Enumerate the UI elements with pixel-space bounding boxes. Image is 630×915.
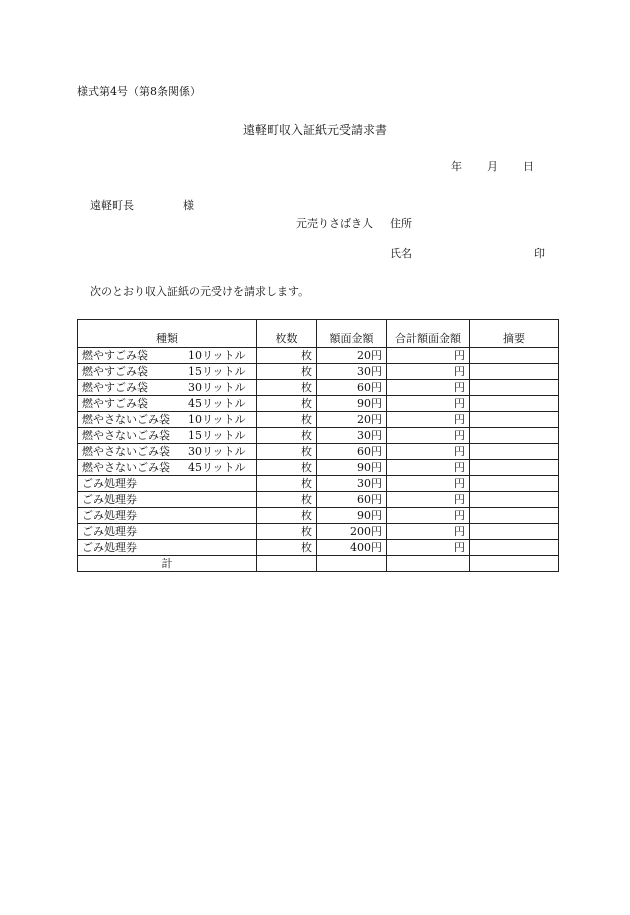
table-total-row: [78, 556, 559, 572]
memo-cell[interactable]: [470, 540, 559, 556]
kind-cell: [78, 540, 257, 556]
item-size: 10リットル: [188, 413, 246, 426]
total-face-value-cell[interactable]: 円: [387, 476, 470, 492]
count-cell[interactable]: 枚: [257, 428, 317, 444]
document-title: 遠軽町収入証紙元受請求書: [242, 123, 387, 137]
item-name: ごみ処理券: [82, 477, 137, 490]
item-name: 燃やすごみ袋: [82, 381, 148, 394]
face-value-cell: 30円: [317, 428, 387, 444]
face-value-cell: 90円: [317, 460, 387, 476]
count-cell[interactable]: 枚: [257, 540, 317, 556]
table-row: [78, 396, 559, 412]
table-row: [78, 524, 559, 540]
face-value-cell: 60円: [317, 380, 387, 396]
count-cell[interactable]: 枚: [257, 364, 317, 380]
memo-cell[interactable]: [470, 348, 559, 364]
count-cell[interactable]: 枚: [257, 476, 317, 492]
item-name: 燃やさないごみ袋: [82, 429, 170, 442]
count-cell[interactable]: 枚: [257, 492, 317, 508]
item-name: ごみ処理券: [82, 493, 137, 506]
memo-cell[interactable]: [470, 508, 559, 524]
table-row: [78, 460, 559, 476]
memo-cell[interactable]: [470, 476, 559, 492]
kind-cell: [78, 380, 257, 396]
form-number: 様式第4号（第8条関係）: [77, 85, 201, 98]
count-cell[interactable]: 枚: [257, 460, 317, 476]
total-face-value-cell[interactable]: 円: [387, 460, 470, 476]
memo-cell[interactable]: [470, 444, 559, 460]
kind-cell: [78, 444, 257, 460]
face-value-cell: 90円: [317, 396, 387, 412]
date-day-label: 日: [523, 160, 534, 173]
kind-cell: [78, 460, 257, 476]
memo-cell[interactable]: [470, 412, 559, 428]
item-size: 45リットル: [188, 461, 246, 474]
header-kind: 種類: [78, 320, 257, 348]
name-label: 氏名: [390, 247, 412, 260]
item-name: 燃やすごみ袋: [82, 365, 148, 378]
item-name: ごみ処理券: [82, 509, 137, 522]
face-value-cell: 30円: [317, 364, 387, 380]
seller-label: 元売りさばき人: [296, 217, 373, 230]
kind-cell: [78, 348, 257, 364]
count-cell[interactable]: 枚: [257, 348, 317, 364]
total-face-value-cell[interactable]: 円: [387, 380, 470, 396]
item-name: 燃やさないごみ袋: [82, 461, 170, 474]
item-name: ごみ処理券: [82, 525, 137, 538]
kind-cell: [78, 524, 257, 540]
count-cell[interactable]: 枚: [257, 396, 317, 412]
table-row: [78, 444, 559, 460]
count-cell[interactable]: 枚: [257, 508, 317, 524]
item-name: ごみ処理券: [82, 541, 137, 554]
table-row: [78, 492, 559, 508]
request-statement: 次のとおり収入証紙の元受けを請求します。: [90, 285, 310, 298]
total-face-value-cell[interactable]: 円: [387, 508, 470, 524]
total-face-value-cell[interactable]: 円: [387, 428, 470, 444]
table-row: [78, 508, 559, 524]
face-value-cell: 20円: [317, 412, 387, 428]
table-row: [78, 540, 559, 556]
total-sum-cell[interactable]: [387, 556, 470, 572]
kind-cell: [78, 412, 257, 428]
memo-cell[interactable]: [470, 380, 559, 396]
table-body: [78, 348, 559, 556]
total-count-cell[interactable]: [257, 556, 317, 572]
count-cell[interactable]: 枚: [257, 444, 317, 460]
date-month-label: 月: [487, 160, 498, 173]
kind-cell: [78, 428, 257, 444]
item-size: 30リットル: [188, 445, 246, 458]
item-name: 燃やさないごみ袋: [82, 445, 170, 458]
memo-cell[interactable]: [470, 364, 559, 380]
memo-cell[interactable]: [470, 492, 559, 508]
total-face-value-cell[interactable]: 円: [387, 412, 470, 428]
total-label: 計: [78, 556, 257, 572]
table-row: [78, 428, 559, 444]
seal-label: 印: [534, 247, 545, 260]
face-value-cell: 20円: [317, 348, 387, 364]
header-face-value: 額面金額: [317, 320, 387, 348]
item-name: 燃やすごみ袋: [82, 349, 148, 362]
item-size: 45リットル: [188, 397, 246, 410]
memo-cell[interactable]: [470, 460, 559, 476]
table-row: [78, 348, 559, 364]
item-size: 30リットル: [188, 381, 246, 394]
kind-cell: [78, 396, 257, 412]
total-face-value-cell[interactable]: 円: [387, 444, 470, 460]
recipient-name: 遠軽町長: [90, 199, 134, 212]
total-face-value-cell[interactable]: 円: [387, 364, 470, 380]
total-face-value-cell[interactable]: 円: [387, 540, 470, 556]
count-cell[interactable]: 枚: [257, 412, 317, 428]
request-table: [77, 319, 559, 572]
memo-cell[interactable]: [470, 428, 559, 444]
kind-cell: [78, 364, 257, 380]
count-cell[interactable]: 枚: [257, 524, 317, 540]
total-memo-cell[interactable]: [470, 556, 559, 572]
recipient-honorific: 様: [183, 199, 194, 212]
table-row: [78, 380, 559, 396]
count-cell[interactable]: 枚: [257, 380, 317, 396]
table-row: [78, 412, 559, 428]
memo-cell[interactable]: [470, 524, 559, 540]
face-value-cell: 200円: [317, 524, 387, 540]
address-label: 住所: [390, 217, 412, 230]
face-value-cell: 60円: [317, 492, 387, 508]
item-size: 15リットル: [188, 429, 246, 442]
date-year-label: 年: [451, 160, 462, 173]
table-row: [78, 364, 559, 380]
header-memo: 摘要: [470, 320, 559, 348]
kind-cell: [78, 508, 257, 524]
total-face-value-cell[interactable]: 円: [387, 396, 470, 412]
item-size: 10リットル: [188, 349, 246, 362]
header-total-face-value: 合計額面金額: [387, 320, 470, 348]
header-count: 枚数: [257, 320, 317, 348]
face-value-cell: 400円: [317, 540, 387, 556]
item-size: 15リットル: [188, 365, 246, 378]
face-value-cell: 30円: [317, 476, 387, 492]
table-header-row: [78, 320, 559, 348]
item-name: 燃やさないごみ袋: [82, 413, 170, 426]
total-face-value-cell[interactable]: 円: [387, 524, 470, 540]
kind-cell: [78, 492, 257, 508]
face-value-cell: 60円: [317, 444, 387, 460]
memo-cell[interactable]: [470, 396, 559, 412]
total-face-value-cell[interactable]: 円: [387, 348, 470, 364]
face-value-cell: 90円: [317, 508, 387, 524]
kind-cell: [78, 476, 257, 492]
table-row: [78, 476, 559, 492]
total-face-value-cell: [317, 556, 387, 572]
total-face-value-cell[interactable]: 円: [387, 492, 470, 508]
item-name: 燃やすごみ袋: [82, 397, 148, 410]
